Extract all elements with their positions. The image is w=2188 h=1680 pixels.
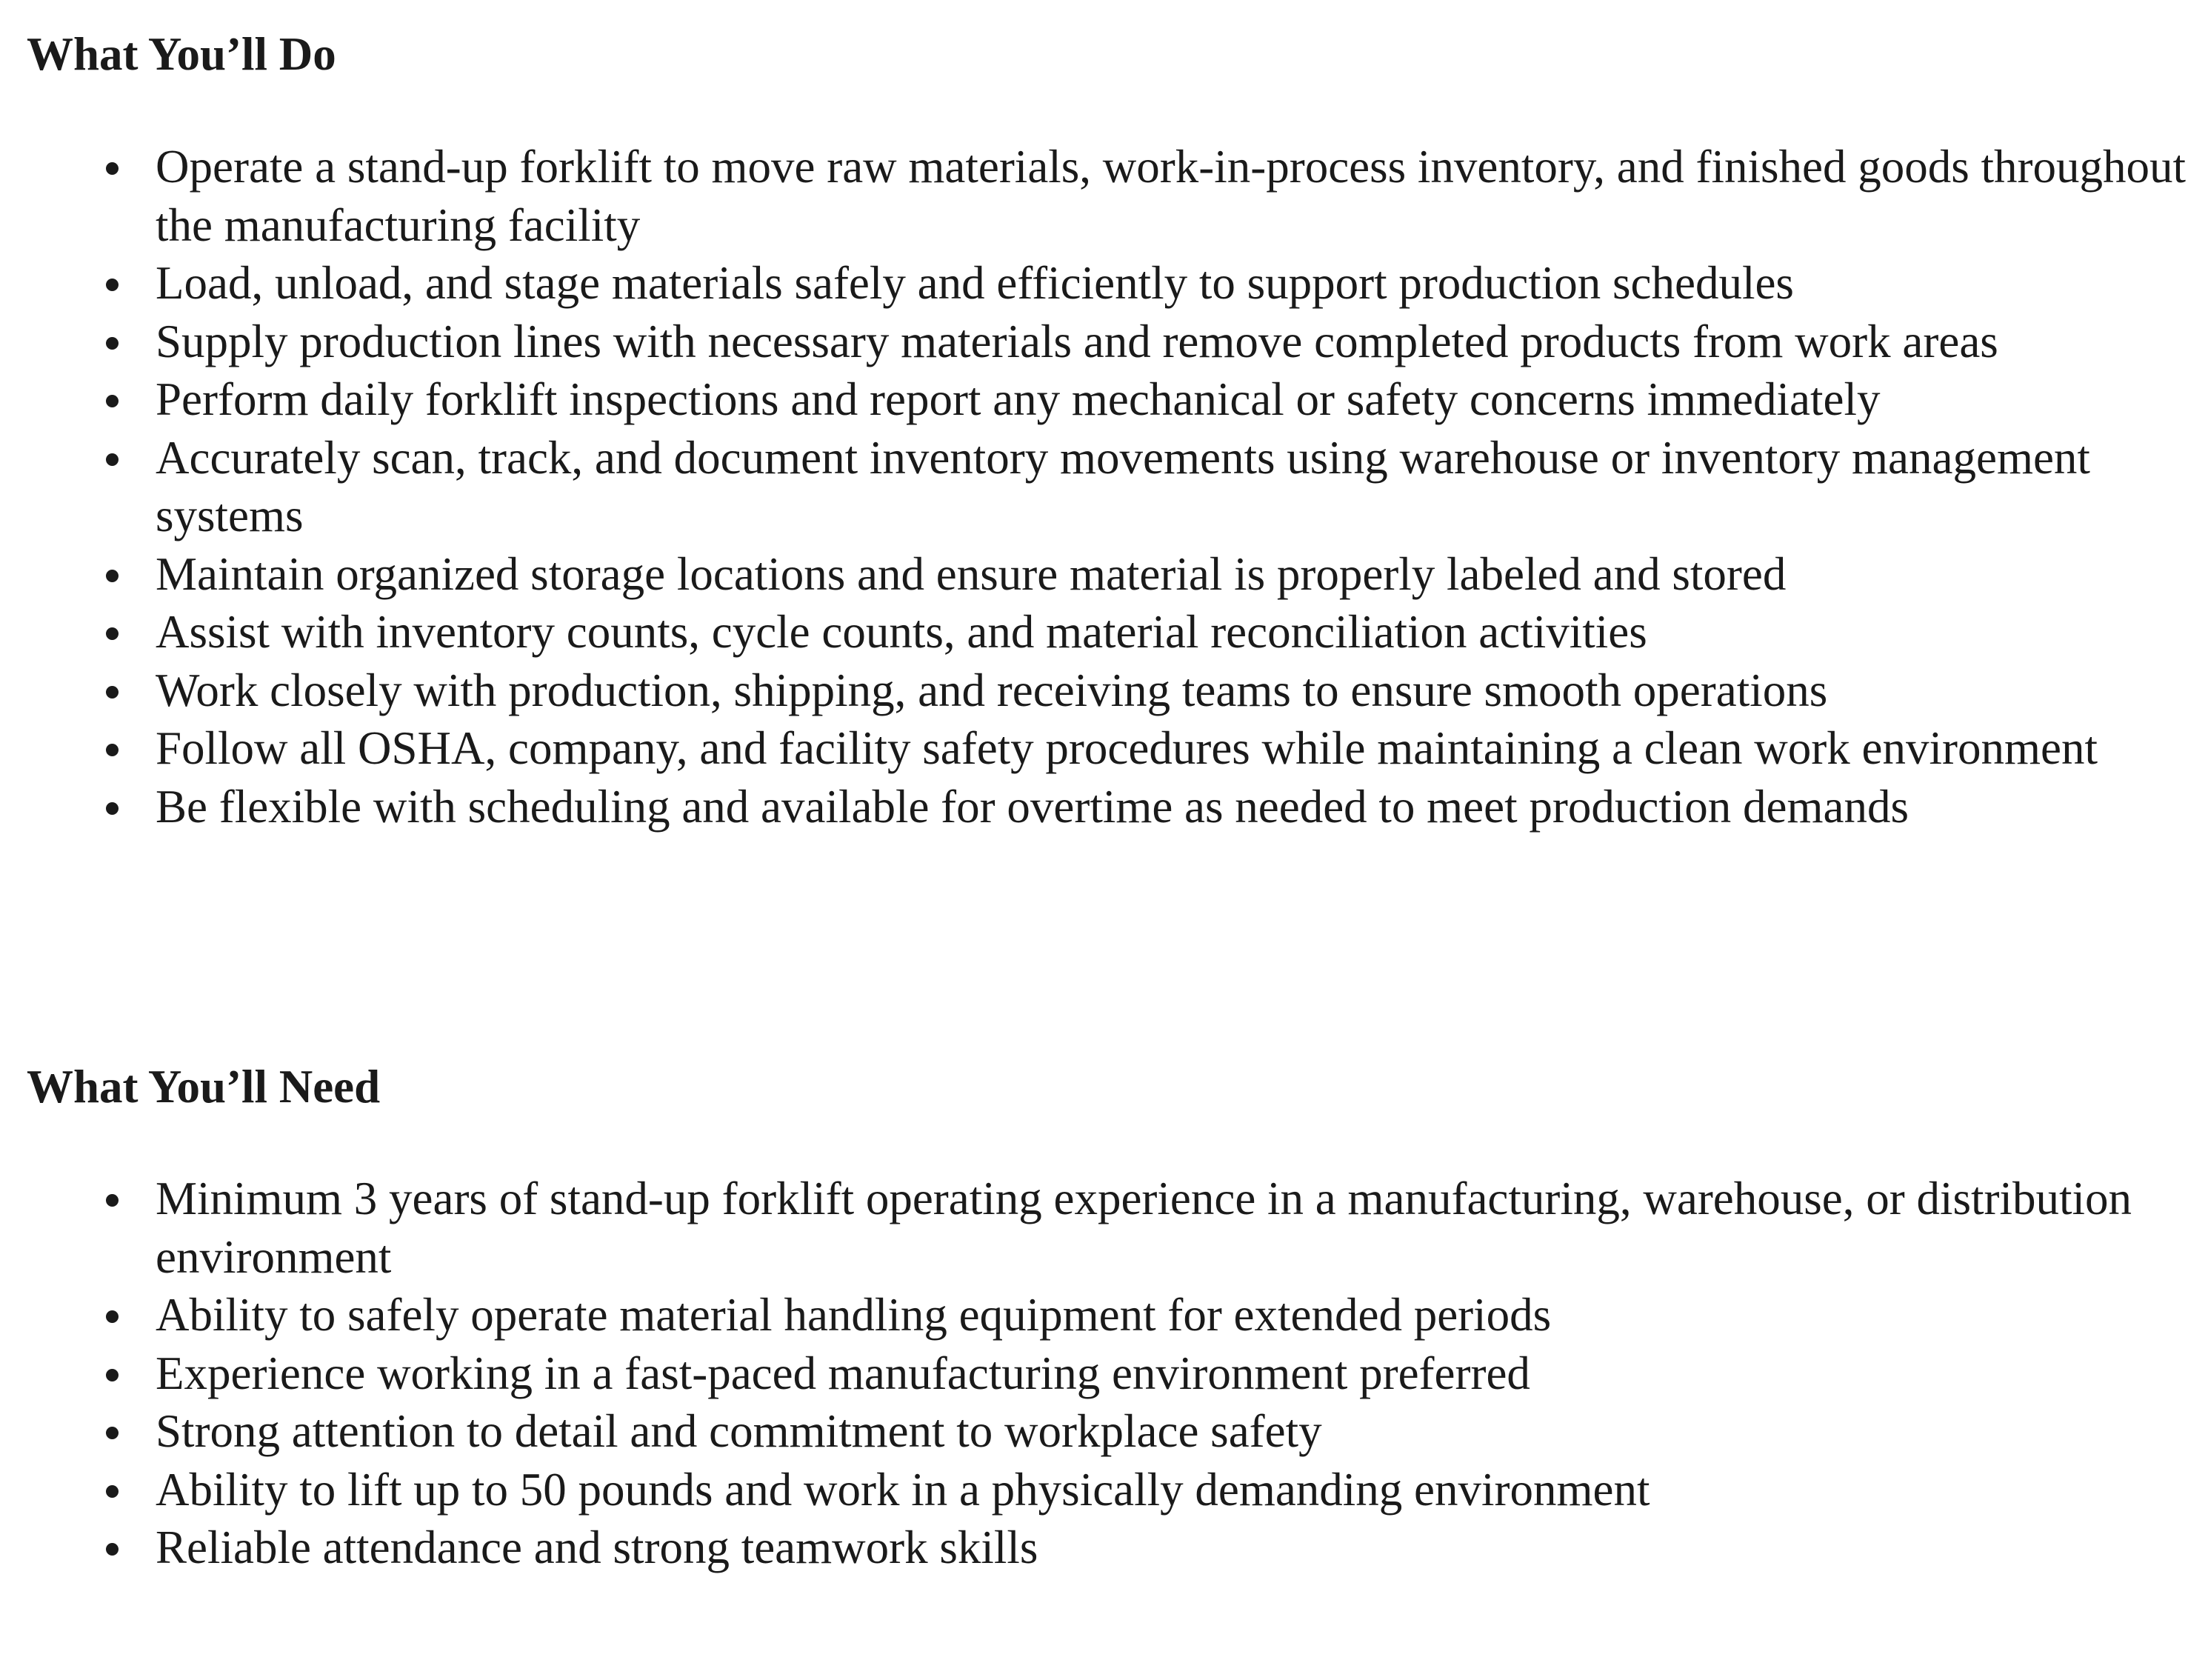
- list-item: [27, 661, 2188, 720]
- list-item-text: Strong attention to detail and commitment to workplace safety: [156, 1405, 1322, 1457]
- list-item-text: Follow all OSHA, company, and facility safety procedures while maintaining a clean work environment: [156, 722, 2098, 774]
- section-heading-what-youll-do: What You’ll Do: [27, 28, 336, 80]
- bullet-icon: [106, 1543, 119, 1556]
- bullet-icon: [106, 395, 119, 407]
- bullet-icon: [106, 1310, 119, 1323]
- list-item: [27, 1170, 2188, 1286]
- list-item-text: Minimum 3 years of stand-up forklift operating experience in a manufacturing, warehouse, or distribution environment: [156, 1173, 2132, 1283]
- bullet-icon: [106, 162, 119, 175]
- bullet-icon: [106, 1427, 119, 1439]
- list-item: [27, 545, 2188, 604]
- bullet-icon: [106, 570, 119, 582]
- bullet-icon: [106, 337, 119, 350]
- list-item-text: Assist with inventory counts, cycle counts, and material reconciliation activities: [156, 606, 1647, 658]
- list-item-text: Perform daily forklift inspections and report any mechanical or safety concerns immediately: [156, 373, 1881, 425]
- responsibilities-list: [27, 138, 2186, 836]
- list-item: [27, 1402, 2188, 1461]
- list-item-text: Maintain organized storage locations and ensure material is properly labeled and stored: [156, 547, 1787, 600]
- bullet-icon: [106, 1194, 119, 1207]
- list-item-text: Work closely with production, shipping, and receiving teams to ensure smooth operations: [156, 664, 1828, 716]
- list-item-text: Ability to safely operate material handling equipment for extended periods: [156, 1289, 1552, 1341]
- list-item: [27, 370, 2188, 429]
- list-item: [27, 138, 2188, 254]
- list-item-text: Reliable attendance and strong teamwork skills: [156, 1521, 1038, 1573]
- list-item-text: Operate a stand-up forklift to move raw materials, work-in-process inventory, and finished goods throughout the manufacturing facility: [156, 141, 2186, 251]
- list-item-text: Accurately scan, track, and document inventory movements using warehouse or inventory management systems: [156, 431, 2090, 541]
- list-item-text: Experience working in a fast-paced manufacturing environment preferred: [156, 1347, 1530, 1399]
- bullet-icon: [106, 744, 119, 756]
- bullet-icon: [106, 627, 119, 640]
- list-item: [27, 719, 2188, 778]
- list-item: [27, 1461, 2188, 1519]
- bullet-icon: [106, 1369, 119, 1381]
- list-item-text: Supply production lines with necessary materials and remove completed products from work areas: [156, 315, 1998, 367]
- list-item: [27, 313, 2188, 371]
- list-item-text: Be flexible with scheduling and available for overtime as needed to meet production demands: [156, 780, 1909, 833]
- list-item-text: Ability to lift up to 50 pounds and work in a physically demanding environment: [156, 1463, 1650, 1516]
- list-item: [27, 1519, 2188, 1577]
- bullet-icon: [106, 1485, 119, 1498]
- list-item: [27, 1286, 2188, 1344]
- bullet-icon: [106, 453, 119, 466]
- bullet-icon: [106, 802, 119, 815]
- bullet-icon: [106, 279, 119, 291]
- list-item: [27, 1344, 2188, 1403]
- section-heading-what-youll-need: What You’ll Need: [27, 1061, 381, 1113]
- bullet-icon: [106, 686, 119, 699]
- list-item: [27, 429, 2188, 545]
- list-item-text: Load, unload, and stage materials safely and efficiently to support production schedules: [156, 257, 1794, 309]
- requirements-list: [27, 1170, 2175, 1577]
- list-item: [27, 778, 2188, 836]
- list-item: [27, 603, 2188, 661]
- list-item: [27, 254, 2188, 313]
